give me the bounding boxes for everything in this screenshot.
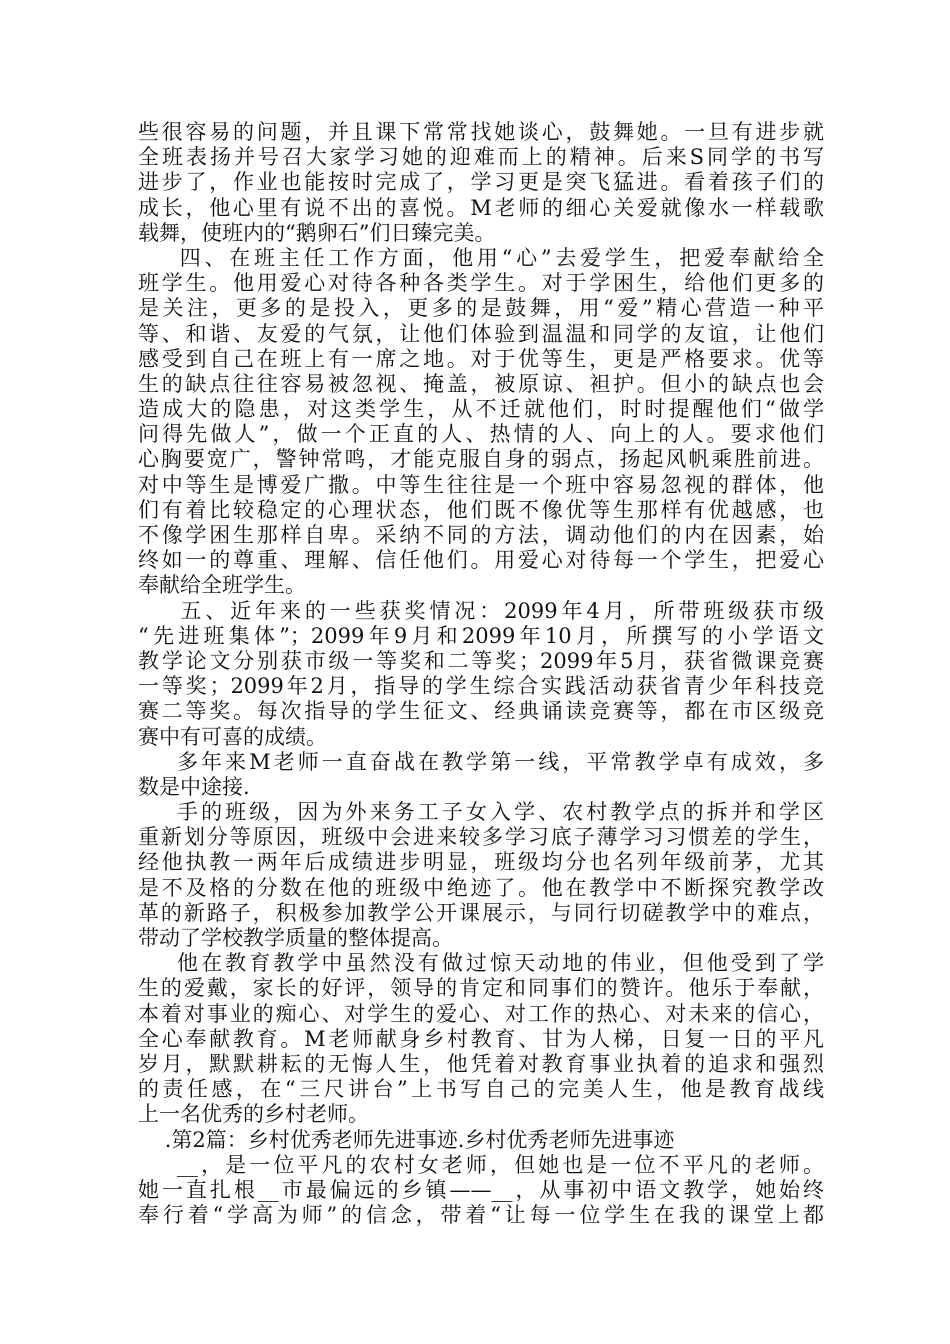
- text-line: 五、近年来的一些获奖情况：2099年4月，所带班级获市级: [138, 598, 824, 623]
- text-line: “先进班集体”；2099年9月和2099年10月，所撰写的小学语文: [138, 623, 824, 648]
- text-line: 终如一的尊重、理解、信任他们。用爱心对待每一个学生，把爱心: [138, 548, 824, 573]
- text-line: 手的班级，因为外来务工子女入学、农村教学点的拆并和学区: [138, 800, 824, 825]
- text-line: 心胸要宽广，警钟常鸣，才能克服自身的弱点，扬起风帆乘胜前进。: [138, 447, 824, 472]
- text-line: 奉献给全班学生。: [138, 573, 306, 598]
- text-line: 本着对事业的痴心、对学生的爱心、对工作的热心、对未来的信心，: [138, 1001, 824, 1026]
- text-line: 全班表扬并号召大家学习她的迎难而上的精神。后来S同学的书写: [138, 145, 824, 170]
- text-line: 成长，他心里有说不出的喜悦。M老师的细心关爱就像水一样载歌: [138, 195, 824, 220]
- text-line: .第2篇：乡村优秀老师先进事迹.乡村优秀老师先进事迹: [138, 1127, 675, 1152]
- text-line: 教学论文分别获市级一等奖和二等奖；2099年5月，获省微课竞赛: [138, 648, 824, 673]
- text-line: 些很容易的问题，并且课下常常找她谈心，鼓舞她。一旦有进步就: [138, 120, 824, 144]
- text-line: 重新划分等原因，班级中会进来较多学习底子薄学习习惯差的学生，: [138, 825, 824, 850]
- text-line: 的责任感，在“三尺讲台”上书写自己的完美人生，他是教育战线: [138, 1077, 824, 1102]
- text-line: 她一直扎根__市最偏远的乡镇——__，从事初中语文教学，她始终: [138, 1177, 824, 1202]
- text-line: 造成大的隐患，对这类学生，从不迁就他们，时时提醒他们“做学: [138, 397, 824, 422]
- text-line: 生的爱戴，家长的好评，领导的肯定和同事们的赞许。他乐于奉献，: [138, 976, 824, 1001]
- text-line: 生的缺点往往容易被忽视、掩盖，被原谅、袒护。但小的缺点也会: [138, 371, 824, 396]
- text-line: 经他执教一两年后成绩进步明显，班级均分也名列年级前茅，尤其: [138, 850, 824, 875]
- text-line: 进步了，作业也能按时完成了，学习更是突飞猛进。看着孩子们的: [138, 170, 824, 195]
- text-line: 一等奖；2099年2月，指导的学生综合实践活动获省青少年科技竞: [138, 674, 824, 699]
- text-line: 是不及格的分数在他的班级中绝迹了。他在教学中不断探究教学改: [138, 875, 824, 900]
- text-line: 班学生。他用爱心对待各种各类学生。对于学困生，给他们更多的: [138, 271, 824, 296]
- text-line: __，是一位平凡的农村女老师，但她也是一位不平凡的老师。: [138, 1152, 824, 1177]
- text-line: 四、在班主任工作方面，他用“心”去爱学生，把爱奉献给全: [138, 245, 824, 270]
- text-line: 革的新路子，积极参加教学公开课展示，与同行切磋教学中的难点，: [138, 900, 824, 925]
- text-line: 奉行着“学高为师”的信念，带着“让每一位学生在我的课堂上都: [138, 1203, 824, 1228]
- text-line: 是关注，更多的是投入，更多的是鼓舞，用“爱”精心营造一种平: [138, 296, 824, 321]
- text-line: 载舞，使班内的“鹅卵石”们日臻完美。: [138, 220, 496, 245]
- text-line: 赛中有可喜的成绩。: [138, 724, 327, 749]
- document-page: [138, 120, 824, 1228]
- text-line: 们有着比较稳定的心理状态，他们既不像优等生那样有优越感，也: [138, 497, 824, 522]
- text-line: 等、和谐、友爱的气氛，让他们体验到温温和同学的友谊，让他们: [138, 321, 824, 346]
- text-line: 赛二等奖。每次指导的学生征文、经典诵读竞赛等，都在市区级竞: [138, 699, 824, 724]
- text-line: 不像学困生那样自卑。采纳不同的方法，调动他们的内在因素，始: [138, 523, 824, 547]
- text-line: 数是中途接.: [138, 774, 250, 799]
- text-line: 多年来M老师一直奋战在教学第一线，平常教学卓有成效，多: [138, 749, 824, 774]
- text-line: 全心奉献教育。M老师献身乡村教育、甘为人梯，日复一日的平凡: [138, 1026, 824, 1051]
- text-line: 问得先做人”，做一个正直的人、热情的人、向上的人。要求他们: [138, 422, 824, 447]
- text-line: 岁月，默默耕耘的无悔人生，他凭着对教育事业执着的追求和强烈: [138, 1051, 824, 1076]
- text-line: 他在教育教学中虽然没有做过惊天动地的伟业，但他受到了学: [138, 951, 824, 976]
- text-line: 感受到自己在班上有一席之地。对于优等生，更是严格要求。优等: [138, 346, 824, 371]
- text-line: 带动了学校教学质量的整体提高。: [138, 926, 453, 950]
- text-line: 上一名优秀的乡村老师。: [138, 1102, 369, 1127]
- text-line: 对中等生是博爱广撒。中等生往往是一个班中容易忽视的群体，他: [138, 472, 824, 497]
